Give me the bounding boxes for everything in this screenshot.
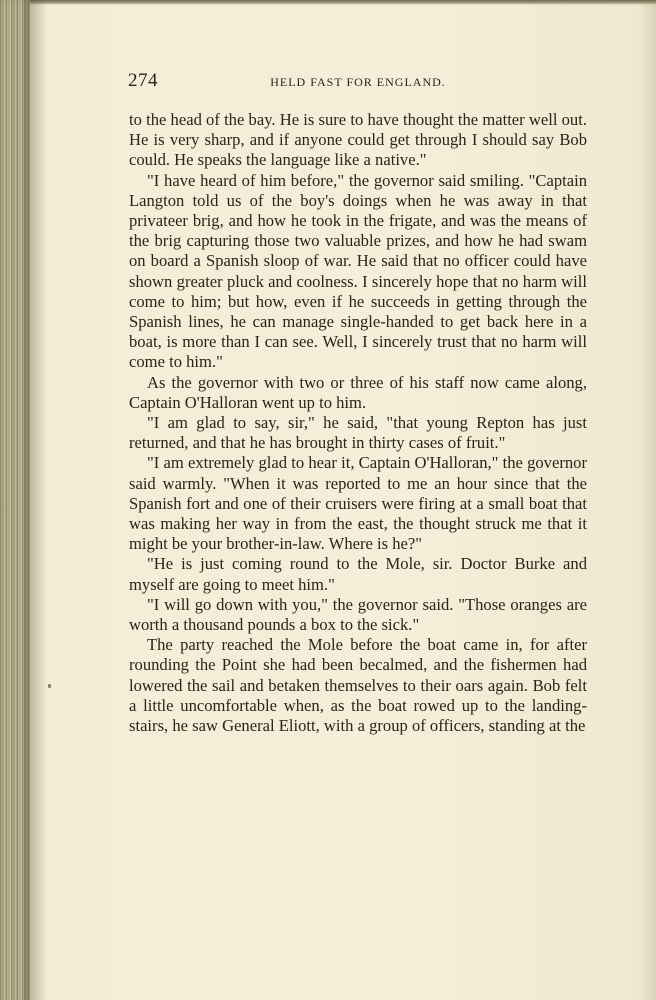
paragraph: "He is just coming round to the Mole, sir. Doctor Burke and myself are going to meet him." [129,554,587,594]
body-text [129,110,587,736]
paragraph: "I am glad to say, sir," he said, "that young Repton has just returned, and that he has brought in thirty cases of fruit." [129,413,587,453]
running-title: HELD FAST FOR ENGLAND. [270,75,446,89]
paragraph: "I am extremely glad to hear it, Captain O'Halloran," the governor said warmly. "When it was reported to me an hour since that the Spanish fort and one of their cruisers were firing at a small boat that was making her way in from the east, the thought struck me that it might be your brother-in-law. Where is he?" [129,453,587,554]
page-number: 274 [128,70,158,91]
paragraph: to the head of the bay. He is sure to have thought the matter well out. He is very sharp, and if anyone could get through I should say Bob could. He speaks the language like a native." [129,110,587,170]
page-top-edge [0,0,656,5]
paragraph: As the governor with two or three of his staff now came along, Captain O'Halloran went up to him. [129,372,587,412]
paragraph: "I have heard of him before," the governor said smiling. "Captain Langton told us of the boy's doings when he was away in that privateer brig, and how he took in the frigate, and was the means of the brig capturing those two valuable prizes, and how he had swam on board a Spanish sloop of war. He said that no officer could have shown greater pluck and coolness. I sincerely hope that no harm will come to him; but how, even if he succeeds in getting through the Spanish lines, he can manage single-handed to get back here in a boat, is more than I can see. Well, I sincerely trust that no harm will come to him." [129,170,587,372]
page-edge-shadow [638,0,656,1000]
gutter-shadow [24,0,48,1000]
paragraph: The party reached the Mole before the boat came in, for after rounding the Point she had been becalmed, and the fishermen had lowered the sail and betaken themselves to their oars again. Bob felt a little uncomfortable when, as the boat rowed up to the landing-stairs, he saw General Eliott, with a group of officers, standing at the [129,635,587,736]
margin-speck [48,684,51,688]
paragraph: "I will go down with you," the governor said. "Those oranges are worth a thousand pounds a box to the sick." [129,594,587,635]
page-header [128,70,588,94]
